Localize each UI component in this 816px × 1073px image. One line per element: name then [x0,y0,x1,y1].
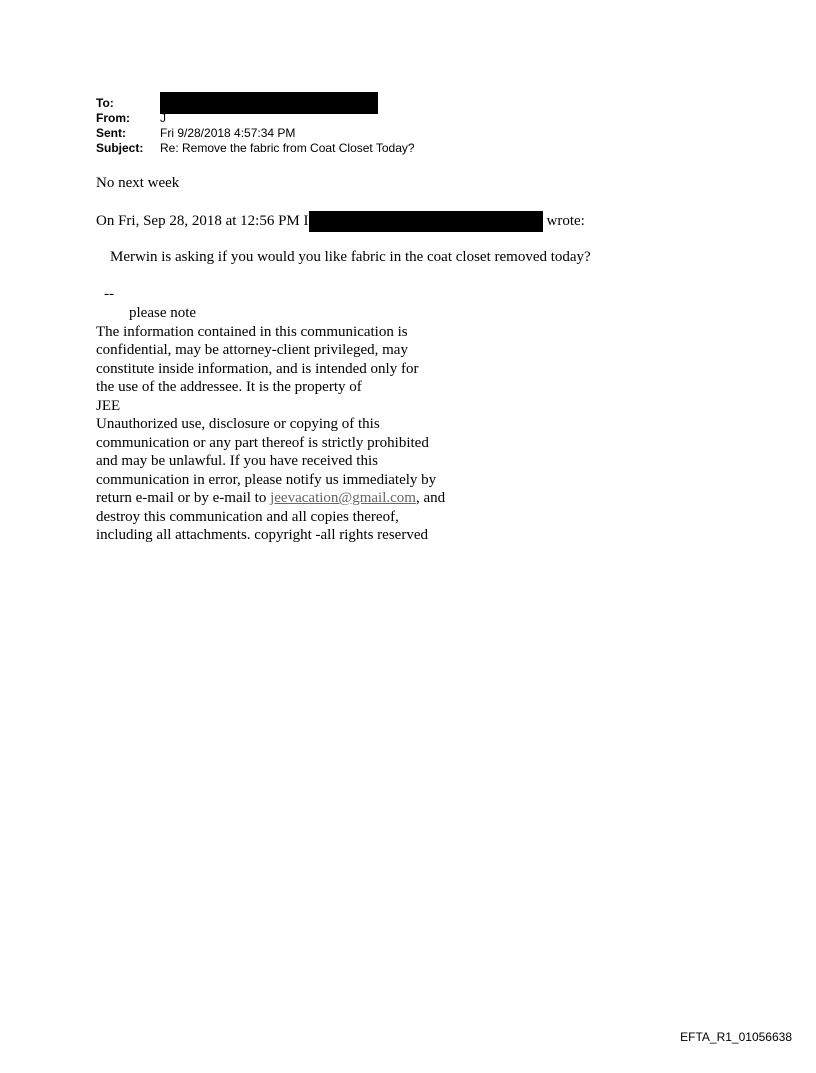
disclaimer-line: Unauthorized use, disclosure or copying of this [96,416,380,432]
disclaimer-line: please note [129,305,197,321]
sent-value: Fri 9/28/2018 4:57:34 PM [160,126,296,140]
disclaimer-line: and may be unlawful. If you have received this [96,453,378,469]
sent-label: Sent: [96,126,126,140]
disclaimer-line-email [96,489,445,508]
disclaimer-line: constitute inside information, and is intended only for [96,360,419,377]
quoted-message: Merwin is asking if you would you like fabric in the coat closet removed today? [110,249,591,265]
to-label: To: [96,96,114,110]
from-label: From: [96,111,130,125]
document-id: EFTA_R1_01056638 [680,1030,792,1044]
disclaimer-line: destroy this communication and all copies thereof, [96,508,399,525]
redaction-block [309,211,543,232]
quote-intro [96,211,585,232]
subject-value: Re: Remove the fabric from Coat Closet Today? [160,141,415,155]
from-value: J [160,111,166,125]
disclaimer-text: , and [415,490,446,506]
reply-text: No next week [96,175,180,191]
disclaimer-text: return e-mail or by e-mail to [96,490,271,506]
disclaimer-line: confidential, may be attorney-client privileged, may [96,342,408,358]
subject-row [96,141,415,156]
quote-intro-suffix: wrote: [546,213,585,230]
disclaimer-line: JEE [96,397,121,414]
signature-separator: -- [104,286,114,302]
quote-intro-prefix: On Fri, Sep 28, 2018 at 12:56 PM I [96,213,309,230]
disclaimer-line: communication or any part thereof is strictly prohibited [96,434,429,451]
email-link[interactable]: jeevacation@gmail.com [270,490,416,506]
sent-row [96,126,415,141]
email-header [96,96,415,156]
subject-label: Subject: [96,141,144,155]
from-row [96,111,415,126]
disclaimer-line: The information contained in this communication is [96,323,408,340]
to-row [96,96,415,111]
disclaimer-line: the use of the addressee. It is the property of [96,379,362,395]
disclaimer-line: communication in error, please notify us immediately by [96,471,437,488]
confidentiality-disclaimer [96,304,445,545]
disclaimer-line: including all attachments. copyright -all rights reserved [96,527,428,543]
